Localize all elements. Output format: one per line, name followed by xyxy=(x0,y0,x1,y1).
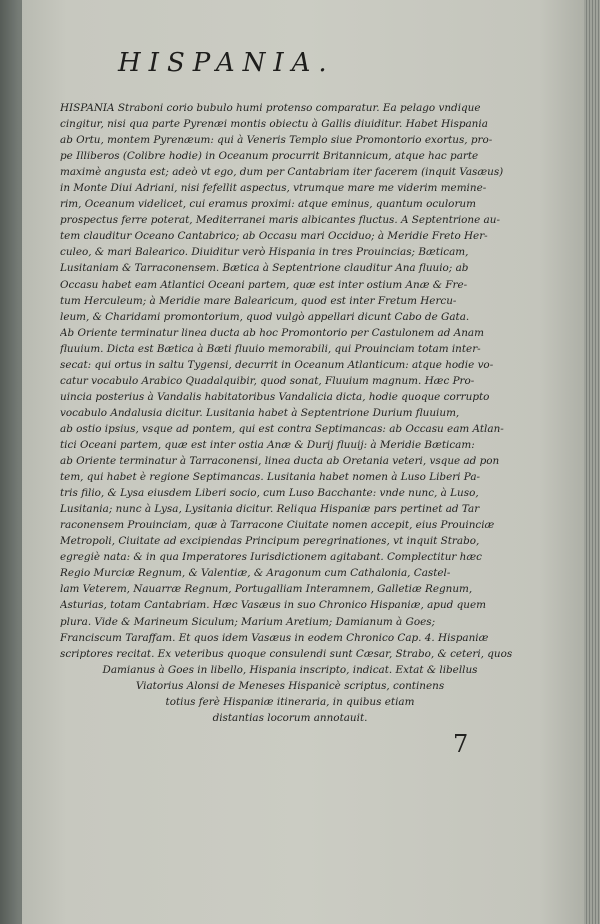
text-line: Regio Murciæ Regnum, & Valentiæ, & Aragonum cum Cathalonia, Castel- xyxy=(60,567,451,580)
text-line: HISPANIA Straboni corio bubulo humi protenso comparatur. Ea pelago vndique xyxy=(60,102,481,114)
text-line: pe Illiberos (Colibre hodie) in Oceanum procurrit Britannicum, atque hac parte xyxy=(60,150,479,163)
text-line: Damianus à Goes in libello, Hispania inscripto, indicat. Extat & libellus xyxy=(102,663,478,676)
text-line: culeo, & mari Balearico. Diuiditur verò Hispania in tres Prouincias; Bæticam, xyxy=(60,246,469,259)
adjacent-page-edge xyxy=(0,0,22,924)
text-line: distantias locorum annotauit. xyxy=(212,711,368,724)
text-line: catur vocabulo Arabico Quadalquibir, quod sonat, Fluuium magnum. Hæc Pro- xyxy=(60,374,475,387)
text-line: in Monte Diui Adriani, nisi fefellit aspectus, vtrumque mare me viderim memine- xyxy=(60,182,487,195)
text-line: totius ferè Hispaniæ itineraria, in quibus etiam xyxy=(165,695,415,708)
text-line: Asturias, totam Cantabriam. Hæc Vasæus in suo Chronico Hispaniæ, apud quem xyxy=(60,599,486,612)
text-line: Lusitania; nunc à Lysa, Lysitania dicitur. Reliqua Hispaniæ pars pertinet ad Tar xyxy=(60,503,480,516)
text-line: secat: qui ortus in saltu Tygensi, decurrit in Oceanum Atlanticum: atque hodie vo- xyxy=(60,358,494,371)
text-line: raconensem Prouinciam, quæ à Tarracone Ciuitate nomen accepit, eius Prouinciæ xyxy=(60,519,495,532)
text-line: maximè angusta est; adeò vt ego, dum per Cantabriam iter facerem (inquit Vasæus) xyxy=(60,166,504,179)
page-number: 7 xyxy=(453,730,469,758)
text-line: plura. Vide & Marineum Siculum; Marium Aretium; Damianum à Goes; xyxy=(60,615,436,628)
text-line: egregiè nata: & in qua Imperatores Iurisdictionem agitabant. Complectitur hæc xyxy=(60,551,482,564)
text-line: vocabulo Andalusia dicitur. Lusitania habet à Septentrione Durium fluuium, xyxy=(60,406,460,419)
text-line: Metropoli, Ciuitate ad excipiendas Principum peregrinationes, vt inquit Strabo, xyxy=(60,535,480,548)
text-line: tem, qui habet è regione Septimancas. Lusitania habet nomen à Luso Liberi Pa- xyxy=(60,471,481,484)
text-line: uincia posterius à Vandalis habitatoribus Vandalicia dicta, hodie quoque corrupto xyxy=(60,390,490,403)
text-line: Ab Oriente terminatur linea ducta ab hoc Promontorio per Castulonem ad Anam xyxy=(60,326,484,339)
text-line: tum Herculeum; à Meridie mare Balearicum, quod est inter Fretum Hercu- xyxy=(60,294,457,307)
text-line: Franciscum Taraffam. Et quos idem Vasæus in eodem Chronico Cap. 4. Hispaniæ xyxy=(60,631,489,644)
text-line: rim, Oceanum videlicet, cui eramus proximi: atque eminus, quantum oculorum xyxy=(60,198,476,211)
text-line: Lusitaniam & Tarraconensem. Bætica à Septentrione clauditur Ana fluuio; ab xyxy=(60,262,469,275)
text-line: ab ostio ipsius, vsque ad pontem, qui est contra Septimancas: ab Occasu eam Atlan- xyxy=(60,422,504,435)
page-heading: HISPANIA. xyxy=(118,48,335,78)
body-text xyxy=(60,100,520,726)
text-line: Viatorius Alonsi de Meneses Hispanicè scriptus, continens xyxy=(135,679,445,692)
text-line: scriptores recitat. Ex veteribus quoque consulendi sunt Cæsar, Strabo, & ceteri, quos xyxy=(60,647,513,660)
text-line: ab Ortu, montem Pyrenæum: qui à Veneris Templo siue Promontorio exortus, pro- xyxy=(60,134,493,147)
text-line: tem clauditur Oceano Cantabrico; ab Occasu mari Occiduo; à Meridie Freto Her- xyxy=(60,230,488,243)
text-line: prospectus ferre poterat, Mediterranei maris albicantes fluctus. A Septentrione au- xyxy=(60,214,500,227)
page-stack-edges xyxy=(584,0,600,924)
text-line: leum, & Charidami promontorium, quod vulgò appellari dicunt Cabo de Gata. xyxy=(60,310,470,323)
text-line: tici Oceani partem, quæ est inter ostia Anæ & Durij fluuij: à Meridie Bæticam: xyxy=(60,438,475,451)
text-line: fluuium. Dicta est Bætica à Bæti fluuio memorabili, qui Prouinciam totam inter- xyxy=(60,342,481,355)
text-line: Occasu habet eam Atlantici Oceani partem, quæ est inter ostium Anæ & Fre- xyxy=(60,278,468,291)
text-line: ab Oriente terminatur à Tarraconensi, linea ducta ab Oretania veteri, vsque ad pon xyxy=(60,455,500,468)
text-line: tris filio, & Lysa eiusdem Liberi socio, cum Luso Bacchante: vnde nunc, à Luso, xyxy=(60,487,479,500)
text-line: lam Veterem, Nauarræ Regnum, Portugalliam Interamnem, Galletiæ Regnum, xyxy=(60,583,473,596)
text-line: cingitur, nisi qua parte Pyrenæi montis obiectu à Gallis diuiditur. Habet Hispania xyxy=(60,118,488,131)
